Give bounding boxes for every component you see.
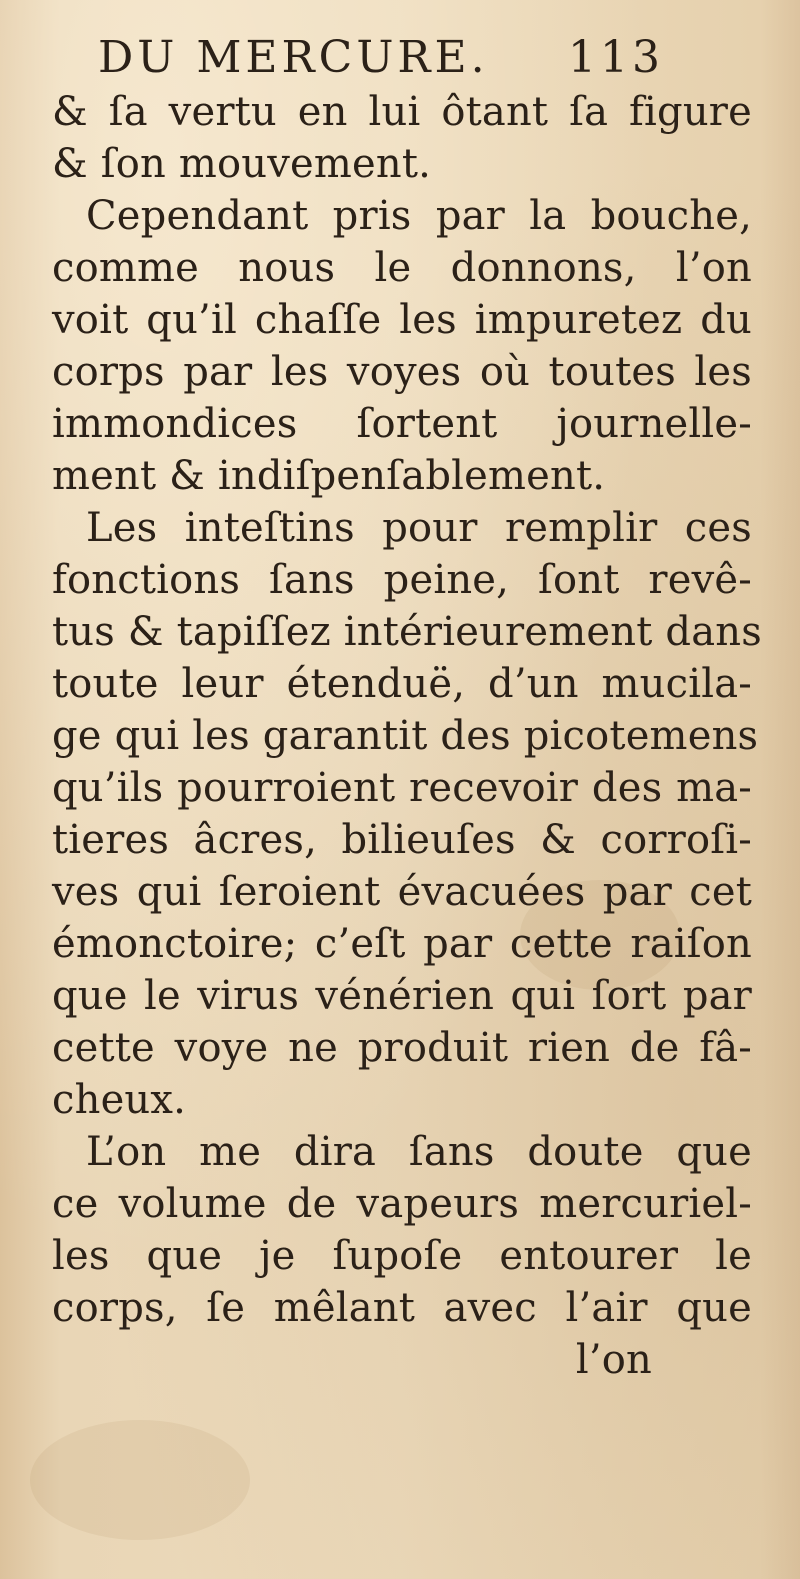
- text-line: les que je ſupoſe entourer le: [52, 1233, 752, 1279]
- running-title: DU MERCURE.: [98, 32, 489, 83]
- text-line: émonctoire; c’eſt par cette raiſon: [52, 921, 752, 967]
- text-line: fonctions ſans peine, ſont revê-: [52, 557, 752, 603]
- text-line: ment & indiſpenſablement.: [52, 453, 606, 499]
- text-line: voit qu’il chaſſe les impuretez du: [52, 297, 752, 343]
- text-line: tus & tapiſſez intérieurement dans: [52, 609, 762, 655]
- text-line: & ſa vertu en lui ôtant ſa figure: [52, 89, 752, 135]
- text-line: comme nous le donnons, l’on: [52, 245, 752, 291]
- page-number: 113: [568, 32, 664, 83]
- text-line: corps, ſe mêlant avec l’air que: [52, 1285, 752, 1331]
- text-line: toute leur étenduë, d’un mucila-: [52, 661, 752, 707]
- text-line: cette voye ne produit rien de fâ-: [52, 1025, 752, 1071]
- text-line: L’on me dira ſans doute que: [86, 1129, 752, 1175]
- text-line: ce volume de vapeurs mercuriel-: [52, 1181, 752, 1227]
- page-header: [98, 28, 678, 88]
- text-line: tieres âcres, bilieuſes & corroſi-: [52, 817, 752, 863]
- text-line: que le virus vénérien qui ſort par: [52, 973, 752, 1019]
- text-line: ge qui les garantit des picotemens: [52, 713, 759, 759]
- text-line: cheux.: [52, 1077, 187, 1123]
- paper-stain: [30, 1420, 250, 1540]
- text-line: ves qui ſeroient évacuées par cet: [52, 869, 752, 915]
- text-line: qu’ils pourroient recevoir des ma-: [52, 765, 752, 811]
- body-text: [52, 86, 762, 1386]
- catchword: l’on: [575, 1337, 652, 1383]
- text-line: immondices ſortent journelle-: [52, 401, 752, 447]
- text-line: Cependant pris par la bouche,: [86, 193, 752, 239]
- text-line: & ſon mouvement.: [52, 141, 432, 187]
- text-line: corps par les voyes où toutes les: [52, 349, 752, 395]
- text-line: Les inteſtins pour remplir ces: [86, 505, 752, 551]
